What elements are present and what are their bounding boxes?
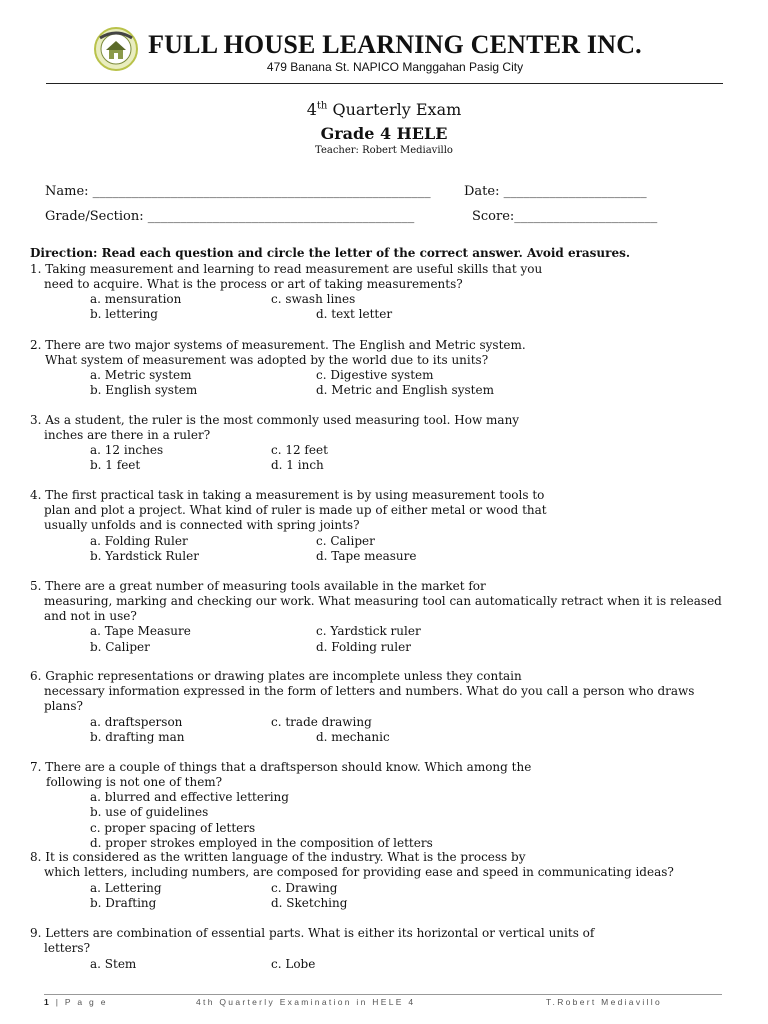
grade-section-field[interactable]: Grade/Section: _________________________________________ bbox=[45, 209, 415, 224]
grade-subject: Grade 4 HELE bbox=[320, 124, 448, 143]
question-8-option-d[interactable]: d. Sketching bbox=[271, 896, 348, 910]
question-7-option-d[interactable]: d. proper strokes employed in the composition of letters bbox=[90, 836, 433, 850]
school-address: 479 Banana St. NAPICO Manggahan Pasig City bbox=[266, 60, 524, 74]
question-4-option-d[interactable]: d. Tape measure bbox=[316, 549, 417, 563]
footer-teacher: T.Robert Mediavillo bbox=[546, 997, 662, 1007]
question-7-line-1: 7. There are a couple of things that a draftsperson should know. Which among the bbox=[30, 760, 532, 774]
question-5-option-d[interactable]: d. Folding ruler bbox=[316, 640, 411, 654]
question-5-option-a[interactable]: a. Tape Measure bbox=[90, 624, 191, 638]
question-4-line-3: usually unfolds and is connected with spring joints? bbox=[44, 518, 360, 532]
question-7-option-b[interactable]: b. use of guidelines bbox=[90, 805, 209, 819]
question-2-option-b[interactable]: b. English system bbox=[90, 383, 198, 397]
question-1-line-2: need to acquire. What is the process or art of taking measurements? bbox=[44, 277, 463, 291]
question-4-option-c[interactable]: c. Caliper bbox=[316, 534, 375, 548]
question-5-option-b[interactable]: b. Caliper bbox=[90, 640, 150, 654]
name-field[interactable]: Name: ____________________________________________________ bbox=[45, 184, 431, 199]
question-6-line-2: necessary information expressed in the form of letters and numbers. What do you call a person who draws bbox=[44, 684, 695, 698]
question-7-line-2: following is not one of them? bbox=[46, 775, 223, 789]
question-5-line-2: measuring, marking and checking our work. What measuring tool can automatically retract when it is released bbox=[44, 594, 722, 608]
header-divider bbox=[46, 83, 723, 84]
question-3-option-b[interactable]: b. 1 feet bbox=[90, 458, 141, 472]
question-6-option-b[interactable]: b. drafting man bbox=[90, 730, 185, 744]
question-4-option-b[interactable]: b. Yardstick Ruler bbox=[90, 549, 199, 563]
question-1-option-c[interactable]: c. swash lines bbox=[271, 292, 356, 306]
question-2-line-2: What system of measurement was adopted by the world due to its units? bbox=[45, 353, 489, 367]
footer-exam-title: 4th Quarterly Examination in HELE 4 bbox=[196, 997, 416, 1007]
question-4-line-2: plan and plot a project. What kind of ruler is made up of either metal or wood that bbox=[44, 503, 547, 517]
question-2-option-a[interactable]: a. Metric system bbox=[90, 368, 192, 382]
question-3-line-1: 3. As a student, the ruler is the most commonly used measuring tool. How many bbox=[30, 413, 520, 427]
question-8-line-1: 8. It is considered as the written language of the industry. What is the process by bbox=[30, 850, 526, 864]
question-5-line-3: and not in use? bbox=[44, 609, 137, 623]
question-4-line-1: 4. The first practical task in taking a measurement is by using measurement tools to bbox=[30, 488, 545, 502]
question-9-line-1: 9. Letters are combination of essential parts. What is either its horizontal or vertical units of bbox=[30, 926, 595, 940]
question-1-option-b[interactable]: b. lettering bbox=[90, 307, 158, 321]
exam-title: 4th Quarterly Exam bbox=[306, 100, 462, 119]
question-9-line-2: letters? bbox=[44, 941, 91, 955]
score-field[interactable]: Score:______________________ bbox=[472, 209, 658, 224]
question-1-line-1: 1. Taking measurement and learning to read measurement are useful skills that you bbox=[30, 262, 543, 276]
question-8-option-a[interactable]: a. Lettering bbox=[90, 881, 162, 895]
question-1-option-d[interactable]: d. text letter bbox=[316, 307, 393, 321]
question-9-option-c[interactable]: c. Lobe bbox=[271, 957, 316, 971]
question-8-option-c[interactable]: c. Drawing bbox=[271, 881, 338, 895]
question-6-option-a[interactable]: a. draftsperson bbox=[90, 715, 183, 729]
question-2-option-c[interactable]: c. Digestive system bbox=[316, 368, 434, 382]
question-9-option-a[interactable]: a. Stem bbox=[90, 957, 137, 971]
question-6-option-c[interactable]: c. trade drawing bbox=[271, 715, 372, 729]
question-3-option-a[interactable]: a. 12 inches bbox=[90, 443, 164, 457]
page-number: 1 | P a g e bbox=[44, 997, 108, 1007]
question-2-option-d[interactable]: d. Metric and English system bbox=[316, 383, 494, 397]
school-name: FULL HOUSE LEARNING CENTER INC. bbox=[148, 30, 642, 59]
question-7-option-a[interactable]: a. blurred and effective lettering bbox=[90, 790, 289, 804]
question-8-option-b[interactable]: b. Drafting bbox=[90, 896, 157, 910]
question-8-line-2: which letters, including numbers, are composed for providing ease and speed in communicating ideas? bbox=[44, 865, 674, 879]
question-6-line-3: plans? bbox=[44, 699, 83, 713]
question-6-option-d[interactable]: d. mechanic bbox=[316, 730, 390, 744]
direction-text: Direction: Read each question and circle the letter of the correct answer. Avoid erasures. bbox=[30, 246, 631, 260]
question-2-line-1: 2. There are two major systems of measurement. The English and Metric system. bbox=[30, 338, 526, 352]
question-6-line-1: 6. Graphic representations or drawing plates are incomplete unless they contain bbox=[30, 669, 522, 683]
question-3-option-d[interactable]: d. 1 inch bbox=[271, 458, 324, 472]
question-5-line-1: 5. There are a great number of measuring tools available in the market for bbox=[30, 579, 486, 593]
question-1-option-a[interactable]: a. mensuration bbox=[90, 292, 182, 306]
question-3-option-c[interactable]: c. 12 feet bbox=[271, 443, 328, 457]
teacher-name: Teacher: Robert Mediavillo bbox=[315, 145, 453, 156]
question-7-option-c[interactable]: c. proper spacing of letters bbox=[90, 821, 256, 835]
question-5-option-c[interactable]: c. Yardstick ruler bbox=[316, 624, 421, 638]
question-3-line-2: inches are there in a ruler? bbox=[44, 428, 211, 442]
question-4-option-a[interactable]: a. Folding Ruler bbox=[90, 534, 188, 548]
date-field[interactable]: Date: ______________________ bbox=[464, 184, 647, 199]
footer-divider bbox=[44, 994, 722, 995]
